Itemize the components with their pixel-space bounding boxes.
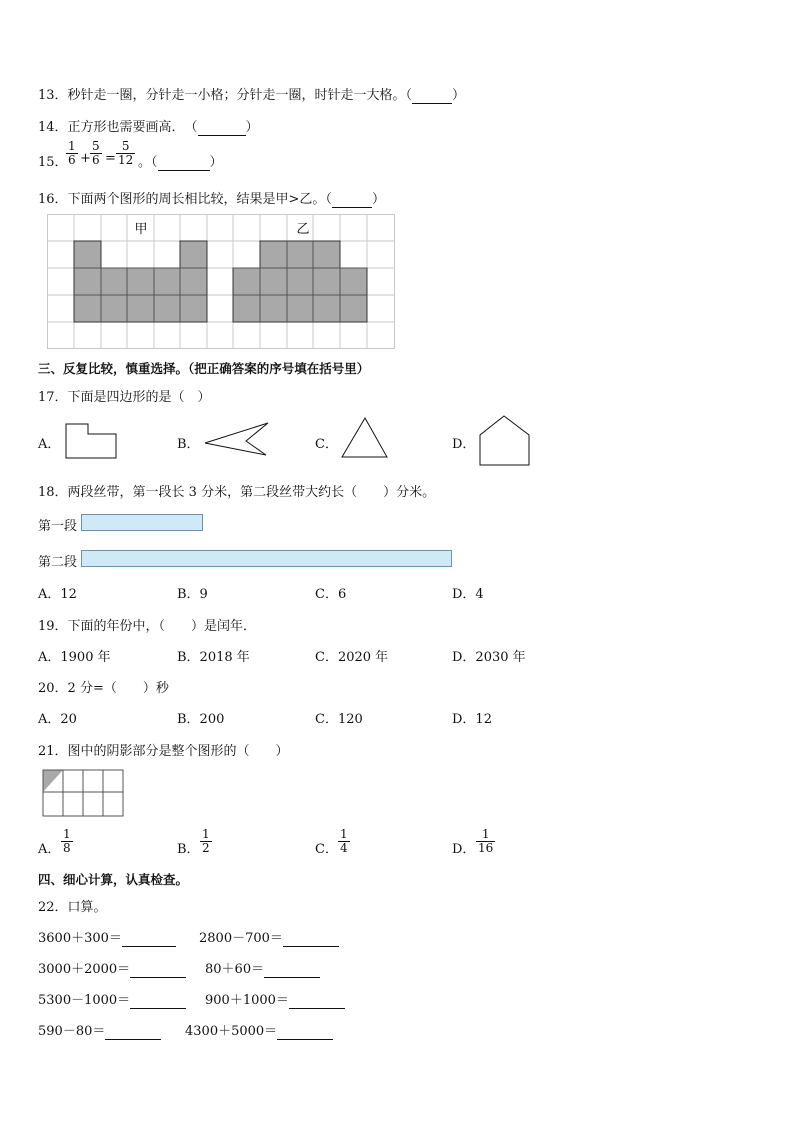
option-c[interactable]: C．120 [315,712,363,727]
option-c[interactable]: C． [315,437,338,452]
ribbon-1-bar [81,514,203,531]
fraction: $\frac{5}{12}$ [118,139,134,167]
option-a[interactable]: A． [38,437,61,452]
calc-item: 3000＋2000＝ [38,958,186,978]
ribbon-2-label: 第二段 [38,555,78,570]
option-d[interactable]: D． [452,437,476,452]
answer-blank[interactable] [277,1024,333,1040]
shape-a-notched-rectangle [64,422,120,460]
question-20: 20．2 分=（ ）秒 [38,681,169,696]
option-c[interactable]: C．6 [315,587,347,602]
question-19: 19．下面的年份中，（ ）是闰年． [38,619,257,634]
question-13: 13．秒针走一圈，分针走一小格；分针走一圈，时针走一大格。（ ） [38,88,466,103]
answer-blank[interactable] [264,962,320,978]
calc-item: 2800－700＝ [199,927,339,947]
section-3-heading: 三、反复比较，慎重选择。（把正确答案的序号填在括号里） [38,361,370,376]
ribbon-2-bar [81,550,452,567]
question-16: 16．下面两个图形的周长相比较，结果是甲>乙。（ ） [38,192,385,207]
option-d[interactable]: D．12 [452,712,492,727]
answer-blank[interactable] [198,120,246,136]
label-yi: 乙 [296,222,310,237]
option-b[interactable]: B．9 [177,587,208,602]
shaded-grid-figure [42,769,126,819]
answer-blank[interactable] [332,192,372,208]
answer-blank[interactable] [130,962,186,978]
question-17: 17．下面是四边形的是（ ） [38,390,211,405]
calc-item: 4300＋5000＝ [185,1020,333,1040]
section-4-heading: 四、细心计算，认真检查。 [38,872,189,887]
shape-jia [74,241,207,322]
fraction: $\frac{1}{8}$ [63,827,71,855]
option-b[interactable]: B．2018 年 [177,650,250,665]
option-b[interactable]: B． [177,437,200,452]
question-18: 18．两段丝带，第一段长 3 分米，第二段丝带大约长（ ）分米。 [38,485,436,500]
answer-blank[interactable] [412,88,452,104]
option-c[interactable]: C．2020 年 [315,650,389,665]
ribbon-1-label: 第一段 [38,519,78,534]
fraction: $\frac{1}{2}$ [202,827,210,855]
calc-item: 590－80＝ [38,1020,161,1040]
shape-c-triangle [340,415,390,461]
answer-blank[interactable] [105,1024,161,1040]
option-d[interactable]: D．2030 年 [452,650,526,665]
answer-blank[interactable] [283,931,339,947]
option-b[interactable]: B．200 [177,712,225,727]
option-a[interactable]: A．1900 年 [38,650,111,665]
calc-item: 80＋60＝ [205,958,320,978]
answer-blank[interactable] [122,931,176,947]
calc-item: 3600＋300＝ [38,927,176,947]
shape-yi [233,241,367,322]
answer-blank[interactable] [130,993,186,1009]
answer-blank[interactable] [289,993,345,1009]
fraction: $\frac{1}{16}$ [478,827,494,855]
option-a[interactable]: A．12 [38,587,77,602]
question-22: 22．口算。 [38,900,107,915]
calc-item: 5300－1000＝ [38,989,186,1009]
perimeter-grid-figure [47,214,397,350]
fraction: $\frac{1}{6}$ [68,139,76,167]
fraction: $\frac{5}{6}$ [92,139,100,167]
option-a[interactable]: A．20 [38,712,77,727]
label-jia: 甲 [134,222,148,237]
shape-b-concave-quad [202,419,272,459]
calc-item: 900＋1000＝ [205,989,345,1009]
answer-blank[interactable] [158,155,210,171]
question-21: 21．图中的阴影部分是整个图形的（ ） [38,744,289,759]
option-d[interactable]: D．4 [452,587,484,602]
fraction: $\frac{1}{4}$ [340,827,348,855]
shape-d-pentagon [478,414,532,468]
question-14: 14．正方形也需要画高． （ ） [38,120,259,135]
